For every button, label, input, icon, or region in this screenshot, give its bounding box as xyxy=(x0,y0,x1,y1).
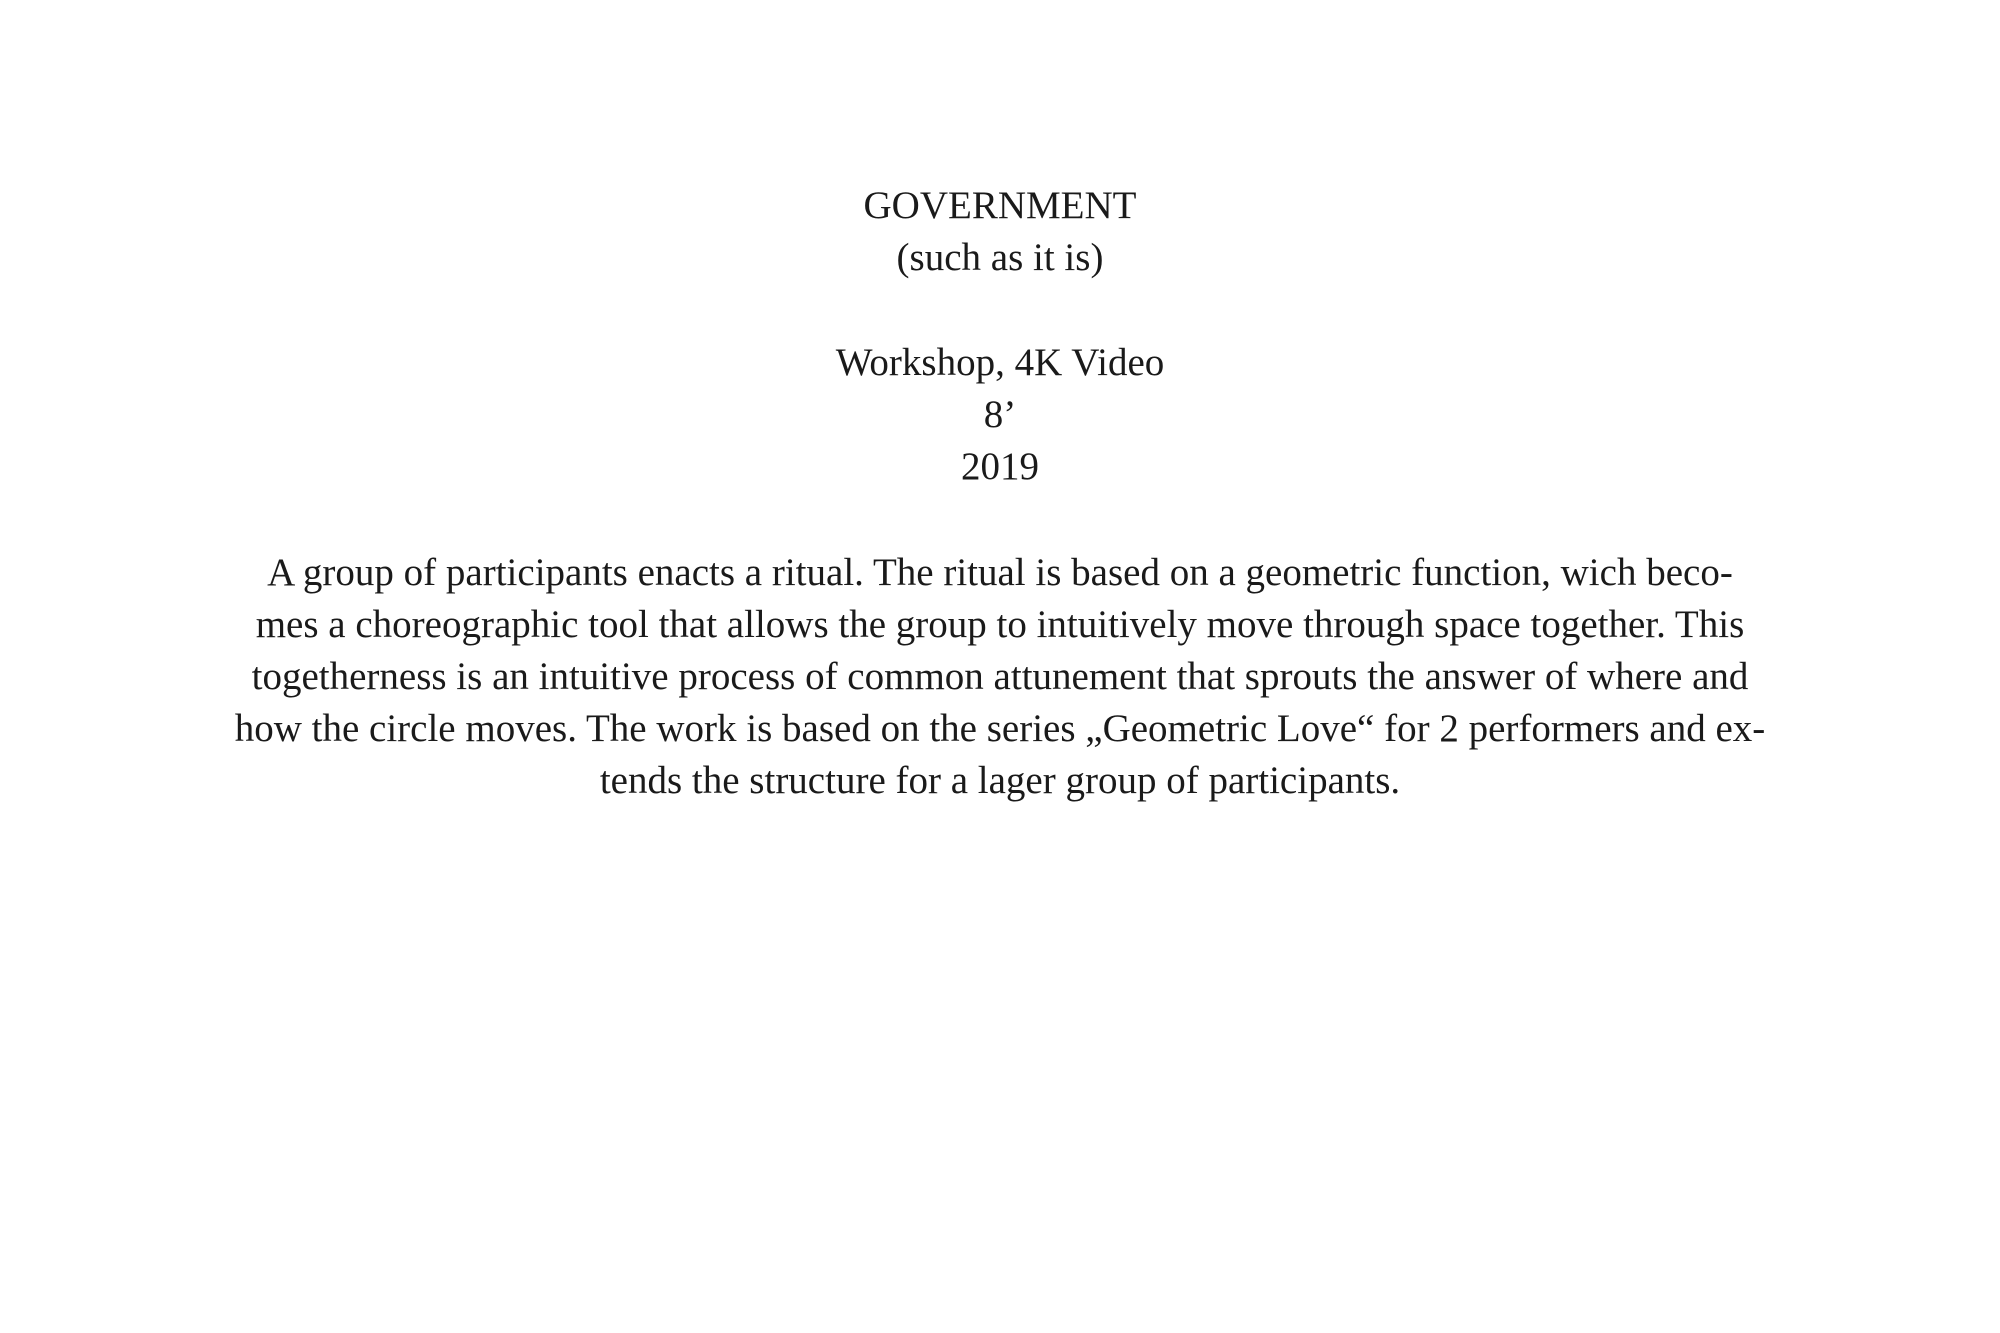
work-description xyxy=(210,547,1790,807)
description-line: tends the structure for a lager group of participants. xyxy=(599,759,1401,802)
work-subtitle: (such as it is) xyxy=(896,236,1104,279)
work-duration: 8’ xyxy=(983,393,1017,436)
title-block xyxy=(0,180,2000,284)
work-medium: Workshop, 4K Video xyxy=(835,341,1165,384)
description-line: togetherness is an intuitive process of common attunement that sprouts the answer of where and xyxy=(251,655,1749,698)
work-metadata xyxy=(0,337,2000,493)
work-title: GOVERNMENT xyxy=(863,184,1137,227)
description-line: how the circle moves. The work is based on the series „Geometric Love“ for 2 performers and ex- xyxy=(234,707,1766,750)
work-year: 2019 xyxy=(961,445,1039,488)
description-line: A group of participants enacts a ritual. The ritual is based on a geometric function, wich beco- xyxy=(267,551,1733,594)
description-line: mes a choreographic tool that allows the group to intuitively move through space together. This xyxy=(255,603,1745,646)
